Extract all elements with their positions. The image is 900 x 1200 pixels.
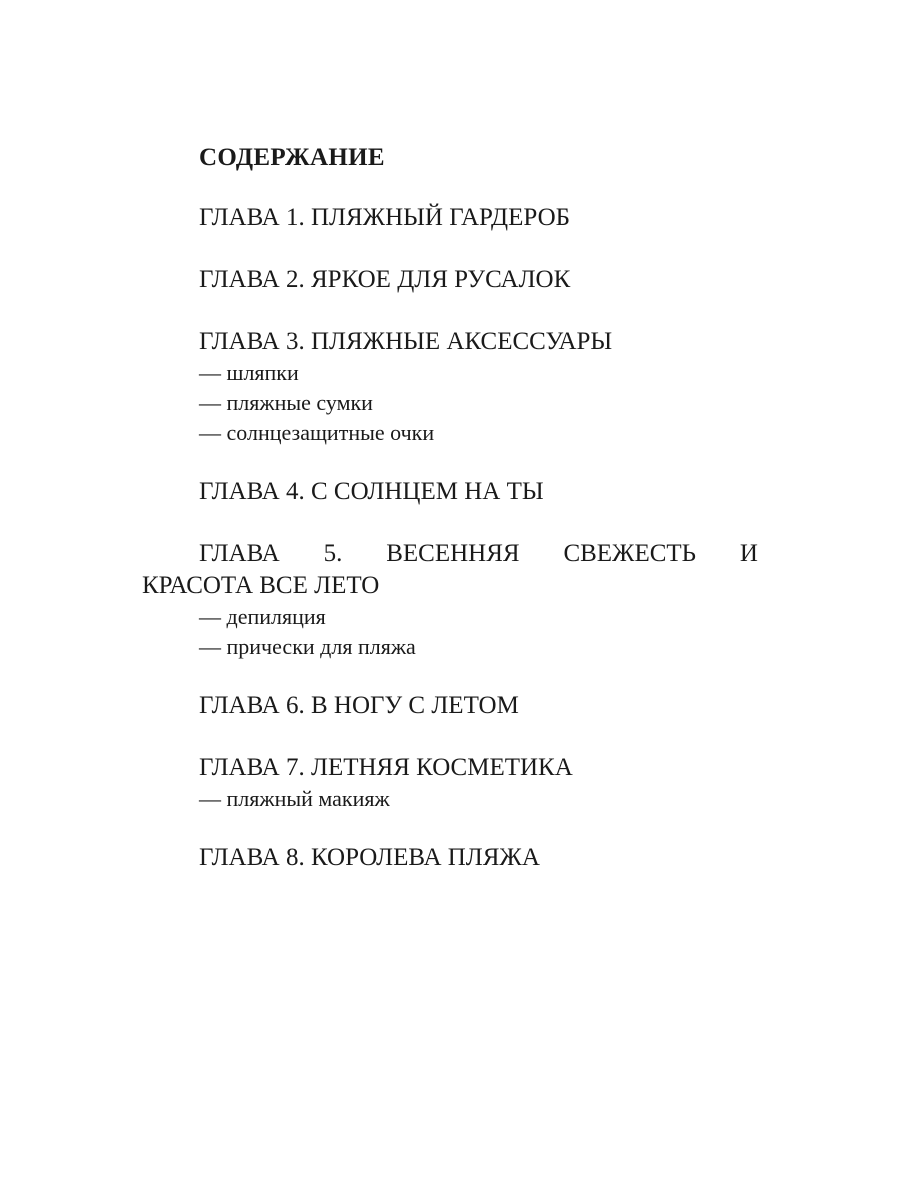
title-word: СВЕЖЕСТЬ: [563, 540, 697, 567]
chapter-8: [142, 842, 758, 874]
subsection-item: — депиляция: [199, 604, 326, 629]
chapter-2: [142, 264, 758, 296]
chapter-subsections: [142, 784, 758, 814]
title-word: ГЛАВА: [199, 540, 280, 567]
chapter-title: ГЛАВА 3. ПЛЯЖНЫЕ АКСЕССУАРЫ: [199, 328, 613, 355]
chapter-title: ГЛАВА 8. КОРОЛЕВА ПЛЯЖА: [199, 844, 540, 871]
title-word: ВЕСЕННЯЯ: [386, 540, 520, 567]
chapter-5: [142, 538, 758, 662]
chapter-7: [142, 752, 758, 814]
chapter-6: [142, 690, 758, 722]
chapter-4: [142, 476, 758, 508]
subsection-item: — пляжные сумки: [199, 390, 373, 415]
chapter-subsections: [142, 602, 758, 662]
chapter-title: [142, 538, 758, 602]
chapter-title: ГЛАВА 1. ПЛЯЖНЫЙ ГАРДЕРОБ: [199, 204, 570, 231]
chapter-title: ГЛАВА 2. ЯРКОЕ ДЛЯ РУСАЛОК: [199, 266, 571, 293]
title-word: 5.: [323, 540, 343, 567]
chapter-3: [142, 326, 758, 448]
title-word: И: [739, 540, 758, 567]
chapter-title-line-2: КРАСОТА ВСЕ ЛЕТО: [142, 572, 380, 599]
chapter-title-line-1: [142, 538, 758, 570]
table-of-contents: [142, 142, 758, 874]
chapter-title: ГЛАВА 6. В НОГУ С ЛЕТОМ: [199, 692, 519, 719]
subsection-item: — прически для пляжа: [199, 634, 416, 659]
subsection-item: — пляжный макияж: [199, 786, 390, 811]
subsection-item: — солнцезащитные очки: [199, 420, 435, 445]
chapter-subsections: [142, 358, 758, 448]
subsection-item: — шляпки: [199, 360, 299, 385]
chapter-title: ГЛАВА 4. С СОЛНЦЕМ НА ТЫ: [199, 478, 544, 505]
toc-heading: СОДЕРЖАНИЕ: [199, 144, 385, 171]
chapter-title: ГЛАВА 7. ЛЕТНЯЯ КОСМЕТИКА: [199, 754, 573, 781]
chapter-1: [142, 202, 758, 234]
